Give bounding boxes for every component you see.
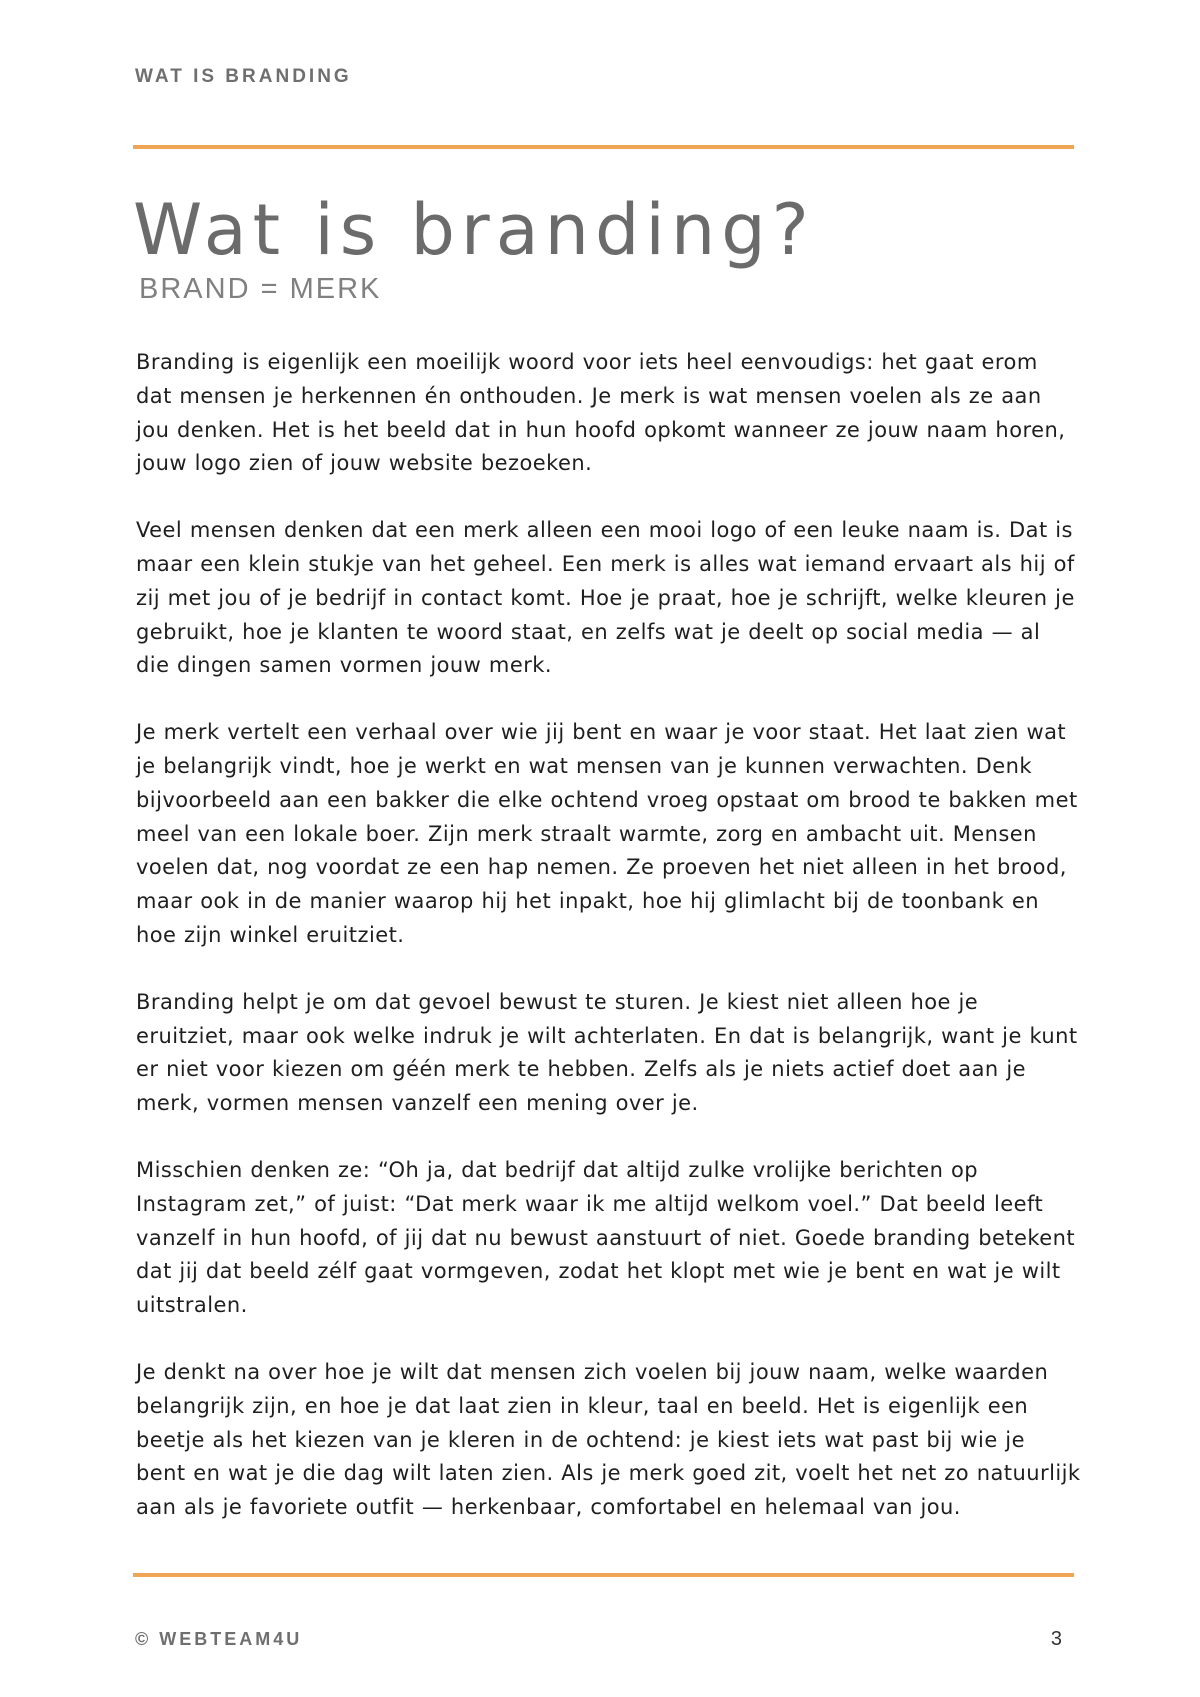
running-header: WAT IS BRANDING [135, 66, 352, 87]
body-text [136, 346, 1081, 1558]
page-title: Wat is branding? [133, 189, 815, 271]
footer-copyright: © WEBTEAM4U [135, 1629, 303, 1649]
paragraph: Branding is eigenlijk een moeilijk woord voor iets heel eenvoudigs: het gaat erom dat mensen je herkennen én onthouden. Je merk is wat mensen voelen als ze aan jou denken. Het is het beeld dat in hun hoofd opkomt wanneer ze jouw naam horen, jouw logo zien of jouw website bezoeken. [136, 350, 1066, 476]
paragraph: Misschien denken ze: “Oh ja, dat bedrijf dat altijd zulke vrolijke berichten op Instagram zet,” of juist: “Dat merk waar ik me altijd welkom voel.” Dat beeld leeft vanzelf in hun hoofd, of jij dat nu bewust aanstuurt of niet. Goede branding betekent dat jij dat beeld zélf gaat vormgeven, zodat het klopt met wie je bent en wat je wilt uitstralen. [136, 1157, 1076, 1318]
page-subtitle: BRAND = MERK [139, 273, 382, 305]
paragraph: Branding helpt je om dat gevoel bewust te sturen. Je kiest niet alleen hoe je eruitziet, maar ook welke indruk je wilt achterlaten. En dat is belangrijk, want je kunt er niet voor kiezen om géén merk te hebben. Zelfs als je niets actief doet aan je merk, vormen mensen vanzelf een mening over je. [136, 989, 1078, 1116]
bottom-divider [133, 1573, 1074, 1577]
paragraph: Je merk vertelt een verhaal over wie jij bent en waar je voor staat. Het laat zien wat je belangrijk vindt, hoe je werkt en wat mensen van je kunnen verwachten. Denk bijvoorbeeld aan een bakker die elke ochtend vroeg opstaat om brood te bakken met meel van een lokale boer. Zijn merk straalt warmte, zorg en ambacht uit. Mensen voelen dat, nog voordat ze een hap nemen. Ze proeven het niet alleen in het brood, maar ook in de manier waarop hij het inpakt, hoe hij glimlacht bij de toonbank en hoe zijn winkel eruitziet. [136, 720, 1078, 947]
page-number: 3 [1050, 1628, 1062, 1650]
paragraph: Je denkt na over hoe je wilt dat mensen zich voelen bij jouw naam, welke waarden belangrijk zijn, en hoe je dat laat zien in kleur, taal en beeld. Het is eigenlijk een beetje als het kiezen van je kleren in de ochtend: je kiest iets wat past bij wie je bent en wat je die dag wilt laten zien. Als je merk goed zit, voelt het net zo natuurlijk aan als je favoriete outfit — herkenbaar, comfortabel en helemaal van jou. [136, 1359, 1081, 1520]
paragraph: Veel mensen denken dat een merk alleen een mooi logo of een leuke naam is. Dat is maar een klein stukje van het geheel. Een merk is alles wat iemand ervaart als hij of zij met jou of je bedrijf in contact komt. Hoe je praat, hoe je schrijft, welke kleuren je gebruikt, hoe je klanten te woord staat, en zelfs wat je deelt op social media — al die dingen samen vormen jouw merk. [136, 518, 1075, 678]
top-divider [133, 145, 1074, 149]
